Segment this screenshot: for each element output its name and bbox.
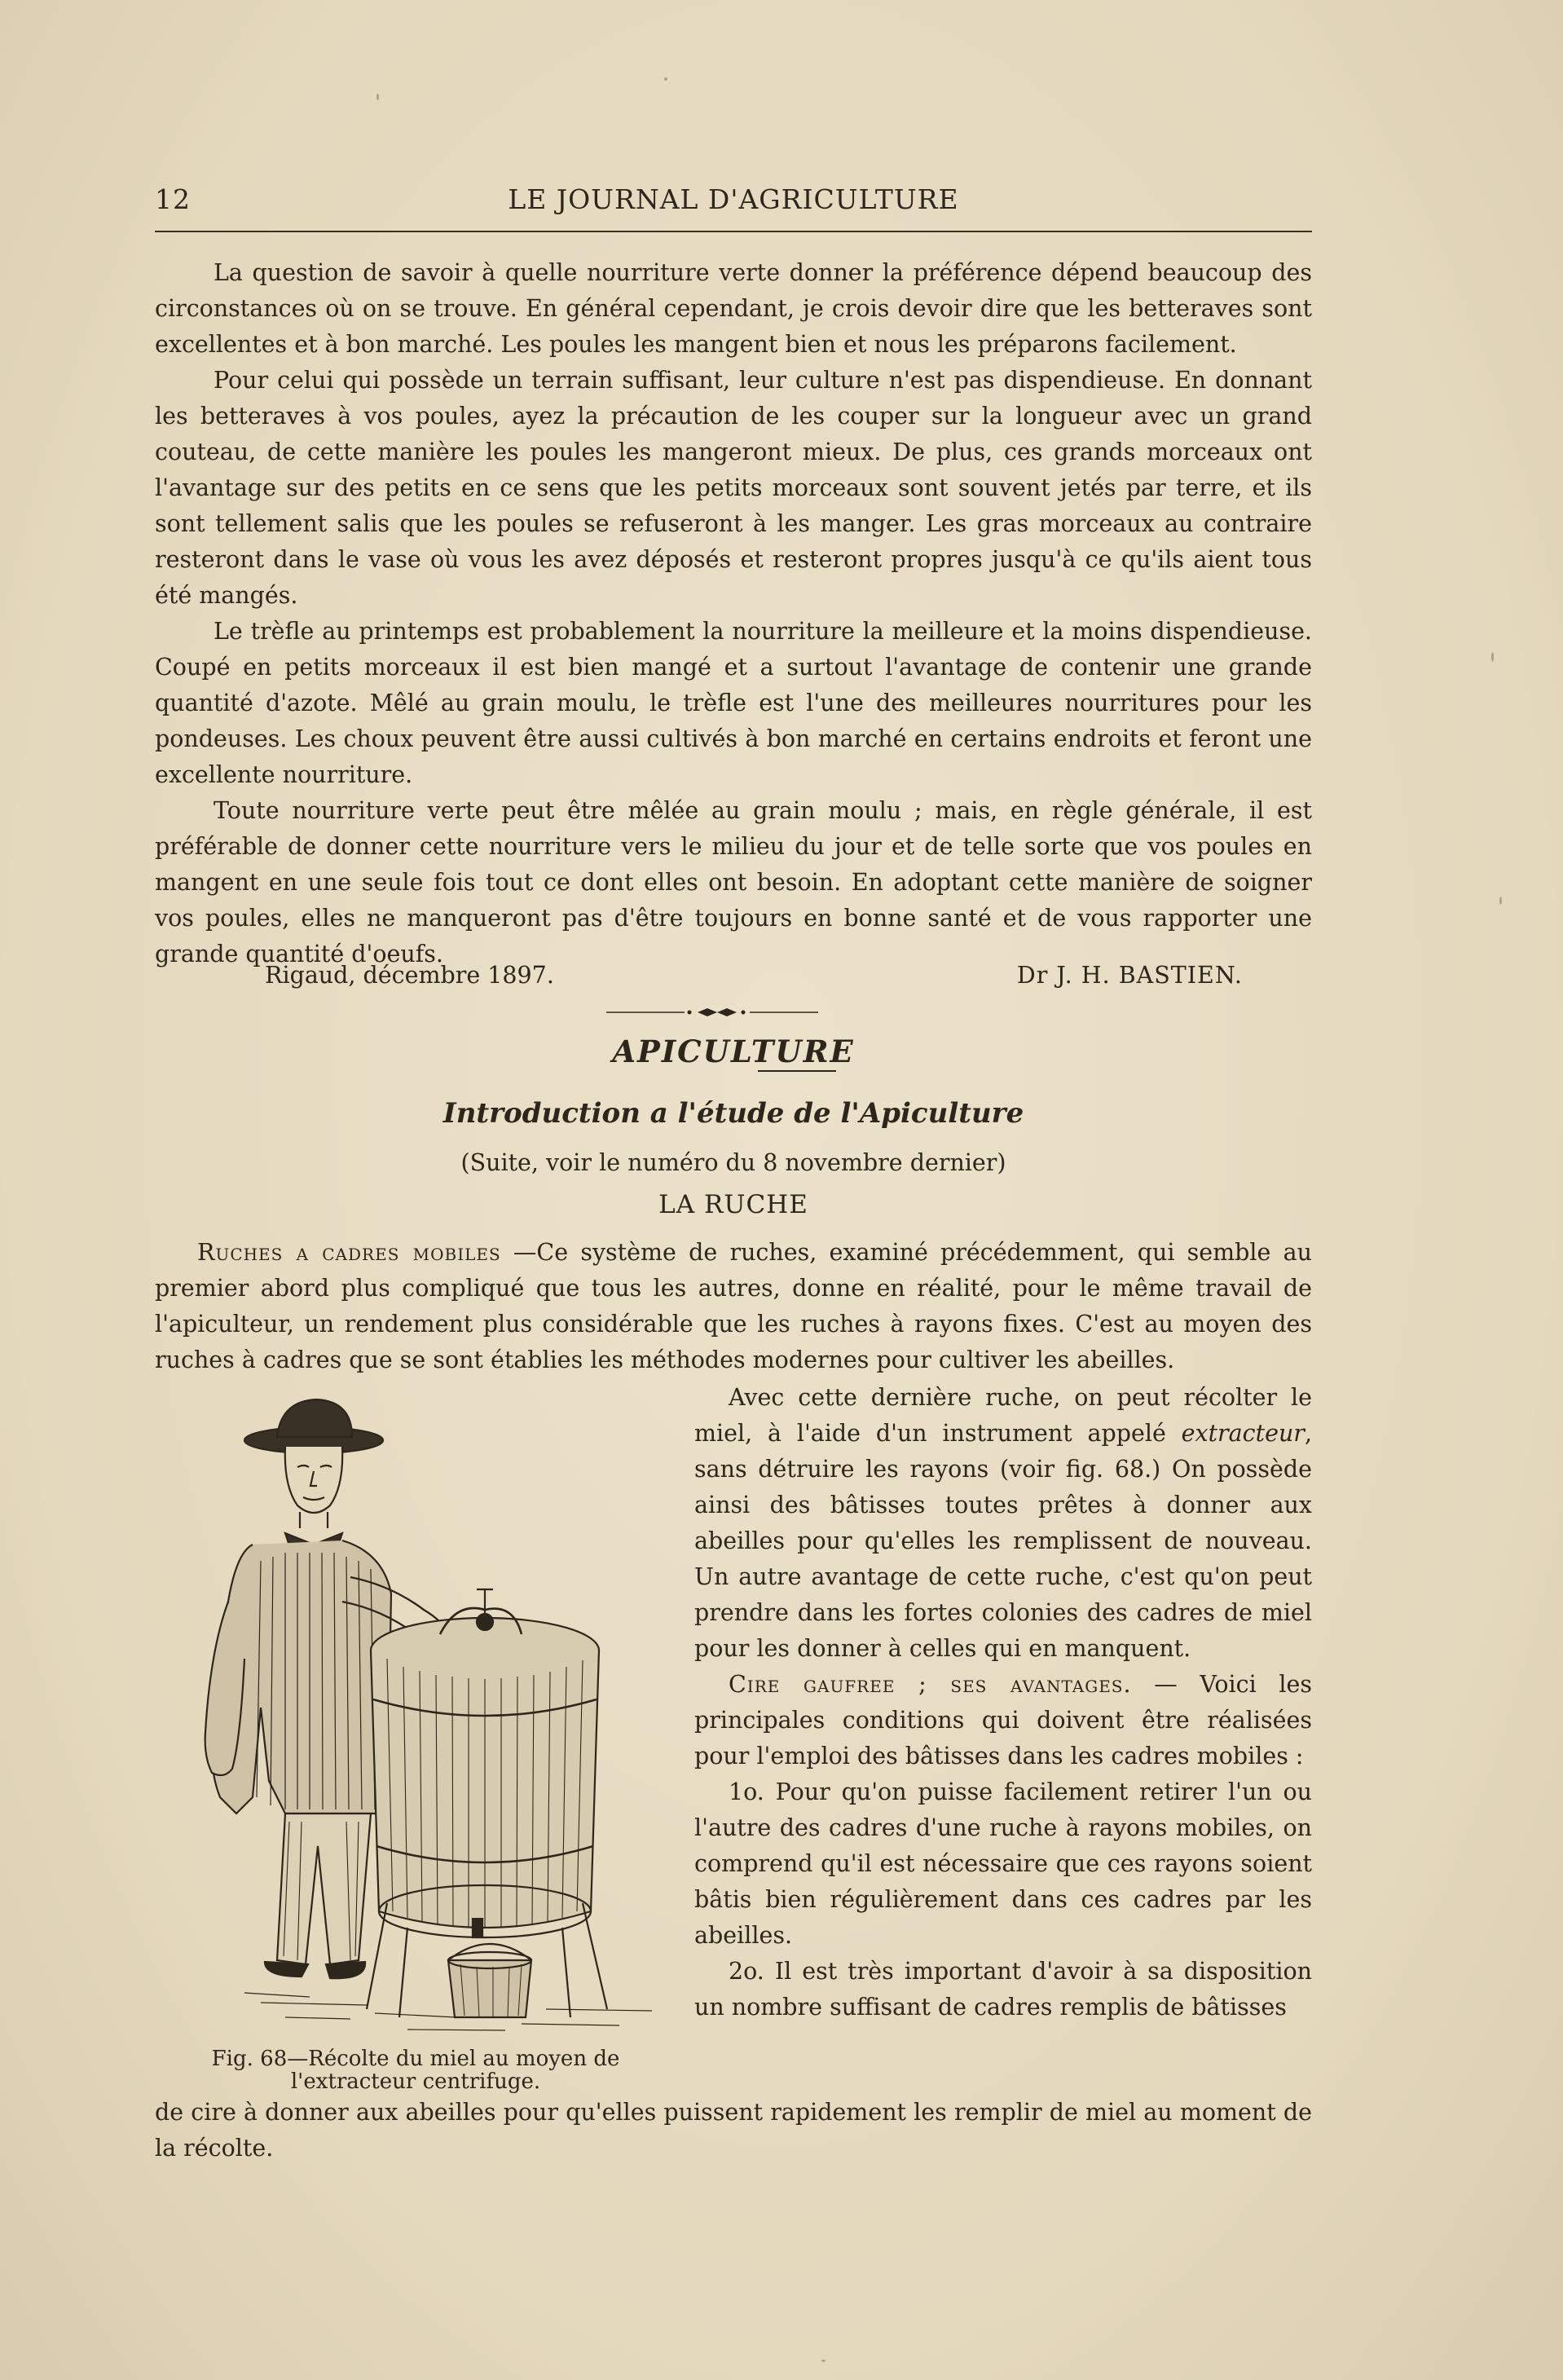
signoff xyxy=(155,962,1312,998)
paper-speck xyxy=(1491,652,1494,662)
paragraph: de cire à donner aux abeilles pour qu'elles puissent rapidement les remplir de miel au moment de la récolte. xyxy=(155,2099,1312,2162)
run-in-heading: Cire gaufree ; ses avantages. xyxy=(729,1671,1132,1698)
figure-extractor-illustration xyxy=(163,1390,668,2042)
page-header xyxy=(155,183,1312,224)
paragraph xyxy=(694,1667,1312,1774)
paragraph-text: Avec cette dernière ruche, on peut récolter le miel, à l'aide d'un instrument appelé xyxy=(694,1384,1312,1447)
paragraph xyxy=(694,1380,1312,1667)
paper-speck xyxy=(1499,897,1502,905)
paragraph: La question de savoir à quelle nourriture verte donner la préférence dépend beaucoup des circonstances où on se trouve. En général cependant, je crois devoir dire que les betteraves sont excellentes et à bon marché. Les poules les mangent bien et nous les préparons facilement. xyxy=(155,259,1312,358)
paper-speck xyxy=(821,2360,826,2362)
paragraph: Toute nourriture verte peut être mêlée au grain moulu ; mais, en règle générale, il est préférable de donner cette nourriture vers le milieu du jour et de telle sorte que vos poules en mangent en une seule fois tout ce dont elles ont besoin. En adoptant cette manière de soigner vos poules, elles ne manqueront pas d'être toujours en bonne santé et de vous rapporter une grande quantité d'oeufs. xyxy=(155,797,1312,967)
italic-term: extracteur xyxy=(1181,1420,1305,1447)
section-subtitle: Introduction a l'étude de l'Apiculture xyxy=(442,1097,1024,1130)
paragraph-text: —Ce système de ruches, examiné précédemment, qui semble au premier abord plus compliqué que tous les autres, donne en réalité, pour le même travail de l'apiculteur, un rendement plus considérable que les ruches à rayons fixes. C'est au moyen des ruches à cadres que se sont établies les méthodes modernes pour cultiver les abeilles. xyxy=(155,1239,1312,1373)
author: Dr J. H. BASTIEN. xyxy=(1016,962,1243,989)
paper-speck xyxy=(376,94,379,100)
place-date: Rigaud, décembre 1897. xyxy=(265,962,554,989)
engraving-man-with-extractor xyxy=(163,1390,668,2042)
paper-speck xyxy=(664,77,667,81)
continued-note: (Suite, voir le numéro du 8 novembre dernier) xyxy=(460,1149,1006,1176)
paragraph: 1o. Pour qu'on puisse facilement retirer l'un ou l'autre des cadres d'une ruche à rayons mobiles, on comprend qu'il est nécessaire que ces rayons soient bâtis bien régulièrement dans ces cadres par les abeilles. xyxy=(694,1778,1312,1949)
paragraph-text: , sans détruire les rayons (voir fig. 68.) On possède ainsi des bâtisses toutes prêtes à donner aux abeilles pour qu'elles les remplissent de nouveau. Un autre avantage de cette ruche, c'est qu'on peut prendre dans les fortes colonies des cadres de miel pour les donner à celles qui en manquent. xyxy=(694,1420,1312,1662)
section-title-underline xyxy=(758,1070,836,1072)
figure-caption xyxy=(163,2047,668,2093)
journal-title: LE JOURNAL D'AGRICULTURE xyxy=(508,183,959,215)
caption-line: Fig. 68—Récolte du miel au moyen de xyxy=(211,2047,620,2071)
caption-line: l'extracteur centrifuge. xyxy=(290,2069,541,2094)
letter-body xyxy=(155,255,1312,972)
paragraph-text: — Voici les principales conditions qui doivent être réalisées pour l'emploi des bâtisses dans les cadres mobiles : xyxy=(694,1671,1312,1770)
intro-paragraph xyxy=(155,1235,1312,1378)
section-title: APICULTURE xyxy=(612,1034,855,1069)
paragraph xyxy=(155,1235,1312,1378)
ornament-divider xyxy=(606,1004,818,1020)
closing-paragraph xyxy=(155,2095,1312,2166)
paragraph: Le trèfle au printemps est probablement la nourriture la meilleure et la moins dispendieuse. Coupé en petits morceaux il est bien mangé et a surtout l'avantage de contenir une grande quantité d'azote. Mêlé au grain moulu, le trèfle est l'une des meilleures nourritures pour les pondeuses. Les choux peuvent être aussi cultivés à bon marché en certains endroits et feront une excellente nourriture. xyxy=(155,618,1312,788)
page-number: 12 xyxy=(155,183,191,215)
header-rule xyxy=(155,231,1312,232)
paragraph: 2o. Il est très important d'avoir à sa disposition un nombre suffisant de cadres remplis de bâtisses xyxy=(694,1958,1312,2021)
chapter-heading: LA RUCHE xyxy=(658,1190,808,1219)
run-in-heading: Ruches a cadres mobiles xyxy=(197,1239,501,1266)
paragraph: Pour celui qui possède un terrain suffisant, leur culture n'est pas dispendieuse. En donnant les betteraves à vos poules, ayez la précaution de les couper sur la longueur avec un grand couteau, de cette manière les poules les mangeront mieux. De plus, ces grands morceaux ont l'avantage sur des petits en ce sens que les petits morceaux sont souvent jetés par terre, et ils sont tellement salis que les poules se refuseront à les manger. Les gras morceaux au contraire resteront dans le vase où vous les avez déposés et resteront propres jusqu'à ce qu'ils aient tous été mangés. xyxy=(155,367,1312,609)
right-column-text xyxy=(694,1380,1312,2025)
